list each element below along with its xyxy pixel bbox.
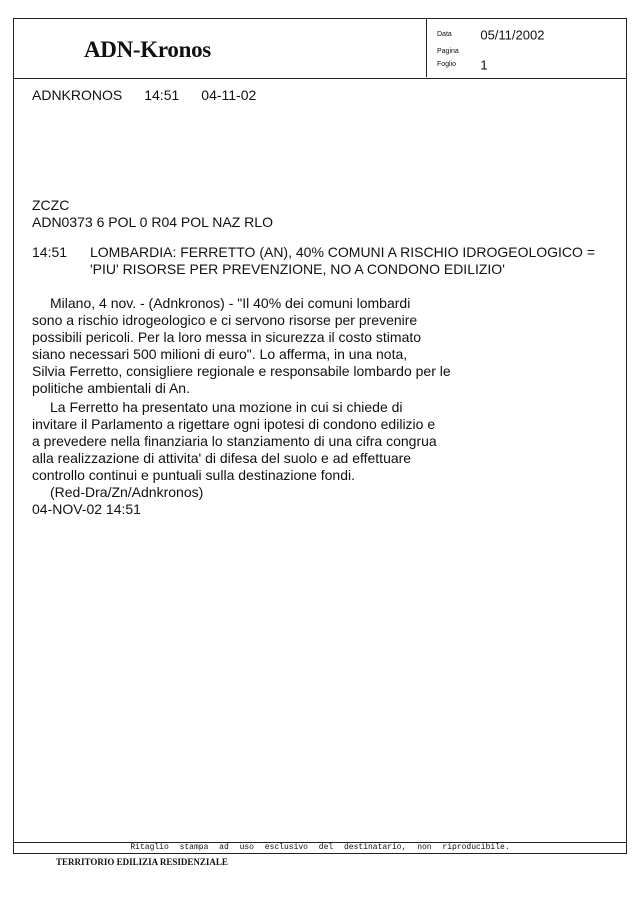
- dateline: 04-NOV-02 14:51: [32, 501, 141, 517]
- meta-row-foglio: [437, 57, 488, 72]
- adnkronos-logo: ADN-Kronos: [84, 37, 211, 62]
- meta-row-pagina: [437, 44, 477, 58]
- paragraph-line: a prevedere nella finanziaria lo stanziamento di una cifra congrua: [32, 433, 437, 449]
- foglio-label: Foglio: [437, 61, 457, 69]
- copyright-notice: Ritaglio stampa ad uso esclusivo del destinatario, non riproducibile.: [14, 842, 626, 853]
- code-line-1: ZCZC: [32, 197, 70, 213]
- paragraph-line: invitare il Parlamento a rigettare ogni ipotesi di condono edilizio e: [32, 416, 436, 432]
- clipping-frame: [13, 18, 627, 854]
- code-line-2: ADN0373 6 POL 0 R04 POL NAZ RLO: [32, 214, 273, 230]
- header: [14, 19, 626, 79]
- data-label: Data: [437, 31, 452, 39]
- meta-box: [426, 19, 626, 77]
- signature-line: (Red-Dra/Zn/Adnkronos): [50, 484, 204, 500]
- wire-codes: [32, 197, 273, 231]
- agency-line: [32, 87, 278, 104]
- paragraph-line: sono a rischio idrogeologico e ci servono risorse per prevenire: [32, 312, 418, 328]
- paragraph-line: possibili pericoli. Per la loro messa in sicurezza il costo stimato: [32, 329, 422, 345]
- meta-row-data: [437, 27, 544, 42]
- pagina-label: Pagina: [437, 48, 459, 56]
- agency-date: 04-11-02: [201, 87, 257, 103]
- foglio-value: 1: [480, 57, 488, 73]
- paragraph-2: [32, 399, 437, 518]
- headline-line-1: LOMBARDIA: FERRETTO (AN), 40% COMUNI A RISCHIO IDROGEOLOGICO =: [90, 244, 595, 260]
- headline-line-2: 'PIU' RISORSE PER PREVENZIONE, NO A CONDONO EDILIZIO': [90, 261, 505, 277]
- headline-time: 14:51: [32, 244, 68, 260]
- paragraph-line: alla realizzazione di attivita' di difesa del suolo e ad effettuare: [32, 450, 412, 466]
- agency-time: 14:51: [144, 87, 180, 103]
- paragraph-line: Milano, 4 nov. - (Adnkronos) - "Il 40% dei comuni lombardi: [50, 295, 411, 311]
- category-label: TERRITORIO EDILIZIA RESIDENZIALE: [56, 857, 228, 867]
- paragraph-1: [32, 295, 451, 397]
- paragraph-line: controllo continui e puntuali sulla destinazione fondi.: [32, 467, 355, 483]
- agency-name: ADNKRONOS: [32, 87, 123, 103]
- paragraph-line: Silvia Ferretto, consigliere regionale e responsabile lombardo per le: [32, 363, 451, 379]
- data-value: 05/11/2002: [480, 27, 545, 43]
- paragraph-line: La Ferretto ha presentato una mozione in cui si chiede di: [50, 399, 403, 415]
- paragraph-line: politiche ambientali di An.: [32, 380, 190, 396]
- paragraph-line: siano necessari 500 milioni di euro". Lo afferma, in una nota,: [32, 346, 408, 362]
- headline-text: [90, 244, 610, 278]
